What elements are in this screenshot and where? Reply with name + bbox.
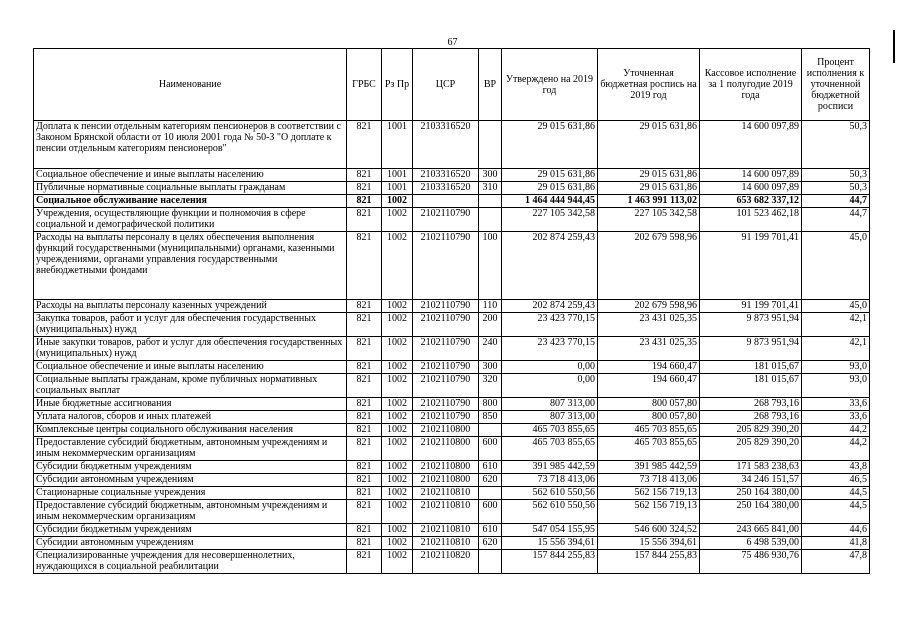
- cell-csr: 2103316520: [413, 169, 479, 182]
- cell-grbs: 821: [347, 182, 382, 195]
- table-row: [34, 487, 870, 500]
- cell-cash: 14 600 097,89: [700, 121, 802, 169]
- cell-refined: 194 660,47: [598, 374, 700, 398]
- header-approved: Утверждено на 2019 год: [502, 49, 598, 121]
- cell-rzpr: 1002: [382, 437, 413, 461]
- cell-cash: 171 583 238,63: [700, 461, 802, 474]
- cell-refined: 29 015 631,86: [598, 121, 700, 169]
- cell-grbs: 821: [347, 337, 382, 361]
- cell-refined: 15 556 394,61: [598, 537, 700, 550]
- header-grbs: ГРБС: [347, 49, 382, 121]
- budget-execution-table: [33, 48, 870, 574]
- cell-csr: 2102110800: [413, 437, 479, 461]
- cell-rzpr: 1002: [382, 361, 413, 374]
- cell-rzpr: 1002: [382, 461, 413, 474]
- cell-vr: 800: [479, 398, 502, 411]
- cell-name: Предоставление субсидий бюджетным, автономным учреждениям и иным некоммерческим организациям: [34, 500, 347, 524]
- cell-approved: 465 703 855,65: [502, 437, 598, 461]
- cell-grbs: 821: [347, 411, 382, 424]
- cell-vr: [479, 487, 502, 500]
- cell-refined: 800 057,80: [598, 411, 700, 424]
- cell-percent: 44,5: [802, 500, 870, 524]
- cell-rzpr: 1002: [382, 487, 413, 500]
- cell-cash: 250 164 380,00: [700, 500, 802, 524]
- cell-cash: 101 523 462,18: [700, 208, 802, 232]
- cell-grbs: 821: [347, 232, 382, 300]
- cell-percent: 33,6: [802, 398, 870, 411]
- cell-csr: 2102110790: [413, 361, 479, 374]
- cell-approved: 29 015 631,86: [502, 121, 598, 169]
- cell-cash: 34 246 151,57: [700, 474, 802, 487]
- cell-grbs: 821: [347, 374, 382, 398]
- table-row: [34, 182, 870, 195]
- cell-vr: 620: [479, 474, 502, 487]
- cell-cash: 14 600 097,89: [700, 169, 802, 182]
- cell-percent: 43,8: [802, 461, 870, 474]
- cell-csr: 2102110810: [413, 487, 479, 500]
- cell-refined: 23 431 025,35: [598, 313, 700, 337]
- cell-grbs: 821: [347, 537, 382, 550]
- cell-cash: 9 873 951,94: [700, 337, 802, 361]
- table-row: [34, 424, 870, 437]
- table-row: [34, 437, 870, 461]
- cell-refined: 465 703 855,65: [598, 437, 700, 461]
- cell-percent: 44,6: [802, 524, 870, 537]
- cell-vr: 320: [479, 374, 502, 398]
- cell-csr: 2103316520: [413, 121, 479, 169]
- cell-cash: 75 486 930,76: [700, 550, 802, 574]
- cell-csr: 2102110790: [413, 232, 479, 300]
- cell-rzpr: 1002: [382, 424, 413, 437]
- table-row: [34, 208, 870, 232]
- cell-name: Социальное обслуживание населения: [34, 195, 347, 208]
- table-row: [34, 374, 870, 398]
- cell-percent: 50,3: [802, 121, 870, 169]
- cell-vr: 200: [479, 313, 502, 337]
- cell-cash: 268 793,16: [700, 411, 802, 424]
- cell-refined: 202 679 598,96: [598, 232, 700, 300]
- cell-grbs: 821: [347, 121, 382, 169]
- cell-csr: 2102110820: [413, 550, 479, 574]
- cell-approved: 202 874 259,43: [502, 232, 598, 300]
- table-row: [34, 550, 870, 574]
- cell-csr: 2102110790: [413, 313, 479, 337]
- page-edge-mark: [893, 30, 895, 63]
- cell-percent: 44,2: [802, 424, 870, 437]
- cell-vr: 600: [479, 500, 502, 524]
- cell-approved: 227 105 342,58: [502, 208, 598, 232]
- cell-cash: 91 199 701,41: [700, 232, 802, 300]
- cell-approved: 391 985 442,59: [502, 461, 598, 474]
- cell-vr: [479, 550, 502, 574]
- cell-approved: 465 703 855,65: [502, 424, 598, 437]
- cell-vr: 110: [479, 300, 502, 313]
- cell-vr: 100: [479, 232, 502, 300]
- cell-name: Закупка товаров, работ и услуг для обеспечения государственных (муниципальных) нужд: [34, 313, 347, 337]
- cell-cash: 181 015,67: [700, 374, 802, 398]
- cell-rzpr: 1002: [382, 398, 413, 411]
- cell-csr: 2102110790: [413, 300, 479, 313]
- cell-grbs: 821: [347, 398, 382, 411]
- cell-rzpr: 1002: [382, 300, 413, 313]
- cell-percent: 50,3: [802, 182, 870, 195]
- cell-vr: [479, 121, 502, 169]
- cell-percent: 50,3: [802, 169, 870, 182]
- cell-percent: 45,0: [802, 300, 870, 313]
- cell-grbs: 821: [347, 487, 382, 500]
- page-number: 67: [447, 37, 458, 48]
- cell-percent: 42,1: [802, 313, 870, 337]
- cell-name: Предоставление субсидий бюджетным, автономным учреждениям и иным некоммерческим организациям: [34, 437, 347, 461]
- header-percent: Процент исполнения к уточненной бюджетной росписи: [802, 49, 870, 121]
- cell-vr: 610: [479, 461, 502, 474]
- cell-rzpr: 1002: [382, 313, 413, 337]
- cell-rzpr: 1002: [382, 195, 413, 208]
- cell-vr: 850: [479, 411, 502, 424]
- cell-cash: 268 793,16: [700, 398, 802, 411]
- cell-name: Субсидии бюджетным учреждениям: [34, 524, 347, 537]
- cell-vr: [479, 208, 502, 232]
- cell-grbs: 821: [347, 437, 382, 461]
- cell-name: Социальные выплаты гражданам, кроме публичных нормативных социальных выплат: [34, 374, 347, 398]
- cell-name: Доплата к пенсии отдельным категориям пенсионеров в соответствии с Законом Брянской области от 10 июля 2001 года № 50-З "О доплате к пенсии отдельным категориям пенсионеров": [34, 121, 347, 169]
- cell-rzpr: 1002: [382, 524, 413, 537]
- cell-cash: 181 015,67: [700, 361, 802, 374]
- cell-csr: 2102110790: [413, 411, 479, 424]
- header-name: Наименование: [34, 49, 347, 121]
- cell-name: Уплата налогов, сборов и иных платежей: [34, 411, 347, 424]
- table-row: [34, 537, 870, 550]
- cell-percent: 33,6: [802, 411, 870, 424]
- header-csr: ЦСР: [413, 49, 479, 121]
- cell-refined: 29 015 631,86: [598, 182, 700, 195]
- cell-refined: 465 703 855,65: [598, 424, 700, 437]
- cell-name: Субсидии автономным учреждениям: [34, 474, 347, 487]
- table-body: [34, 121, 870, 574]
- cell-approved: 807 313,00: [502, 398, 598, 411]
- cell-vr: 310: [479, 182, 502, 195]
- cell-name: Специализированные учреждения для несовершеннолетних, нуждающихся в социальной реабилитации: [34, 550, 347, 574]
- table-row: [34, 524, 870, 537]
- cell-approved: 23 423 770,15: [502, 337, 598, 361]
- cell-approved: 0,00: [502, 374, 598, 398]
- cell-approved: 1 464 444 944,45: [502, 195, 598, 208]
- cell-grbs: 821: [347, 500, 382, 524]
- header-rzpr: Рз Пр: [382, 49, 413, 121]
- cell-refined: 800 057,80: [598, 398, 700, 411]
- cell-name: Иные закупки товаров, работ и услуг для обеспечения государственных (муниципальных) нужд: [34, 337, 347, 361]
- cell-percent: 46,5: [802, 474, 870, 487]
- cell-name: Социальное обеспечение и иные выплаты населению: [34, 169, 347, 182]
- cell-approved: 562 610 550,56: [502, 487, 598, 500]
- cell-csr: 2102110800: [413, 461, 479, 474]
- cell-vr: 300: [479, 169, 502, 182]
- cell-refined: 73 718 413,06: [598, 474, 700, 487]
- cell-vr: [479, 195, 502, 208]
- header-refined: Уточненная бюджетная роспись на 2019 год: [598, 49, 700, 121]
- cell-rzpr: 1001: [382, 182, 413, 195]
- cell-cash: 205 829 390,20: [700, 424, 802, 437]
- cell-refined: 227 105 342,58: [598, 208, 700, 232]
- cell-name: Публичные нормативные социальные выплаты гражданам: [34, 182, 347, 195]
- table-row: [34, 461, 870, 474]
- table-row: [34, 232, 870, 300]
- cell-name: Расходы на выплаты персоналу казенных учреждений: [34, 300, 347, 313]
- cell-rzpr: 1002: [382, 411, 413, 424]
- table-row: [34, 195, 870, 208]
- cell-grbs: 821: [347, 300, 382, 313]
- cell-rzpr: 1002: [382, 537, 413, 550]
- table-row: [34, 411, 870, 424]
- cell-name: Расходы на выплаты персоналу в целях обеспечения выполнения функций государственными (муниципальными) органами, казенными учреждениями, органами управления государственными внебюджетными фондами: [34, 232, 347, 300]
- cell-csr: 2102110810: [413, 524, 479, 537]
- cell-refined: 202 679 598,96: [598, 300, 700, 313]
- table-row: [34, 500, 870, 524]
- cell-approved: 0,00: [502, 361, 598, 374]
- cell-rzpr: 1002: [382, 337, 413, 361]
- cell-name: Социальное обеспечение и иные выплаты населению: [34, 361, 347, 374]
- cell-name: Стационарные социальные учреждения: [34, 487, 347, 500]
- table-row: [34, 300, 870, 313]
- cell-approved: 15 556 394,61: [502, 537, 598, 550]
- cell-vr: 300: [479, 361, 502, 374]
- cell-approved: 73 718 413,06: [502, 474, 598, 487]
- cell-refined: 391 985 442,59: [598, 461, 700, 474]
- cell-rzpr: 1001: [382, 169, 413, 182]
- cell-csr: 2102110810: [413, 537, 479, 550]
- cell-name: Учреждения, осуществляющие функции и полномочия в сфере социальной и демографической политики: [34, 208, 347, 232]
- cell-grbs: 821: [347, 313, 382, 337]
- cell-grbs: 821: [347, 195, 382, 208]
- cell-grbs: 821: [347, 550, 382, 574]
- cell-percent: 44,7: [802, 195, 870, 208]
- header-vr: ВР: [479, 49, 502, 121]
- cell-grbs: 821: [347, 524, 382, 537]
- cell-csr: 2102110800: [413, 424, 479, 437]
- cell-refined: 546 600 324,52: [598, 524, 700, 537]
- cell-percent: 47,8: [802, 550, 870, 574]
- cell-refined: 562 156 719,13: [598, 500, 700, 524]
- table-row: [34, 313, 870, 337]
- cell-approved: 807 313,00: [502, 411, 598, 424]
- header-cash: Кассовое исполнение за 1 полугодие 2019 года: [700, 49, 802, 121]
- cell-cash: 91 199 701,41: [700, 300, 802, 313]
- cell-csr: [413, 195, 479, 208]
- cell-vr: [479, 424, 502, 437]
- table-row: [34, 169, 870, 182]
- cell-approved: 562 610 550,56: [502, 500, 598, 524]
- table-header-row: [34, 49, 870, 121]
- cell-refined: 194 660,47: [598, 361, 700, 374]
- cell-percent: 41,8: [802, 537, 870, 550]
- cell-vr: 600: [479, 437, 502, 461]
- cell-approved: 202 874 259,43: [502, 300, 598, 313]
- cell-percent: 44,5: [802, 487, 870, 500]
- cell-refined: 1 463 991 113,02: [598, 195, 700, 208]
- cell-percent: 44,7: [802, 208, 870, 232]
- cell-csr: 2102110790: [413, 337, 479, 361]
- table-row: [34, 361, 870, 374]
- cell-percent: 42,1: [802, 337, 870, 361]
- cell-approved: 547 054 155,95: [502, 524, 598, 537]
- cell-csr: 2102110810: [413, 500, 479, 524]
- cell-rzpr: 1002: [382, 232, 413, 300]
- cell-grbs: 821: [347, 461, 382, 474]
- cell-name: Иные бюджетные ассигнования: [34, 398, 347, 411]
- cell-cash: 9 873 951,94: [700, 313, 802, 337]
- cell-grbs: 821: [347, 208, 382, 232]
- cell-grbs: 821: [347, 361, 382, 374]
- cell-rzpr: 1002: [382, 474, 413, 487]
- cell-rzpr: 1001: [382, 121, 413, 169]
- cell-csr: 2102110790: [413, 374, 479, 398]
- cell-cash: 243 665 841,00: [700, 524, 802, 537]
- cell-name: Субсидии автономным учреждениям: [34, 537, 347, 550]
- cell-cash: 14 600 097,89: [700, 182, 802, 195]
- cell-vr: 620: [479, 537, 502, 550]
- cell-percent: 93,0: [802, 374, 870, 398]
- cell-rzpr: 1002: [382, 374, 413, 398]
- cell-refined: 29 015 631,86: [598, 169, 700, 182]
- cell-rzpr: 1002: [382, 208, 413, 232]
- cell-percent: 45,0: [802, 232, 870, 300]
- cell-grbs: 821: [347, 474, 382, 487]
- cell-cash: 205 829 390,20: [700, 437, 802, 461]
- cell-rzpr: 1002: [382, 500, 413, 524]
- cell-name: Комплексные центры социального обслуживания населения: [34, 424, 347, 437]
- cell-grbs: 821: [347, 424, 382, 437]
- cell-percent: 44,2: [802, 437, 870, 461]
- cell-approved: 157 844 255,83: [502, 550, 598, 574]
- cell-refined: 23 431 025,35: [598, 337, 700, 361]
- cell-csr: 2102110800: [413, 474, 479, 487]
- cell-csr: 2102110790: [413, 398, 479, 411]
- cell-approved: 29 015 631,86: [502, 182, 598, 195]
- cell-name: Субсидии бюджетным учреждениям: [34, 461, 347, 474]
- cell-cash: 653 682 337,12: [700, 195, 802, 208]
- cell-rzpr: 1002: [382, 550, 413, 574]
- table-row: [34, 121, 870, 169]
- cell-approved: 23 423 770,15: [502, 313, 598, 337]
- cell-approved: 29 015 631,86: [502, 169, 598, 182]
- cell-cash: 6 498 539,00: [700, 537, 802, 550]
- cell-grbs: 821: [347, 169, 382, 182]
- cell-refined: 562 156 719,13: [598, 487, 700, 500]
- cell-vr: 240: [479, 337, 502, 361]
- table-row: [34, 398, 870, 411]
- table-row: [34, 474, 870, 487]
- cell-vr: 610: [479, 524, 502, 537]
- cell-csr: 2102110790: [413, 208, 479, 232]
- cell-refined: 157 844 255,83: [598, 550, 700, 574]
- cell-cash: 250 164 380,00: [700, 487, 802, 500]
- cell-csr: 2103316520: [413, 182, 479, 195]
- cell-percent: 93,0: [802, 361, 870, 374]
- table-row: [34, 337, 870, 361]
